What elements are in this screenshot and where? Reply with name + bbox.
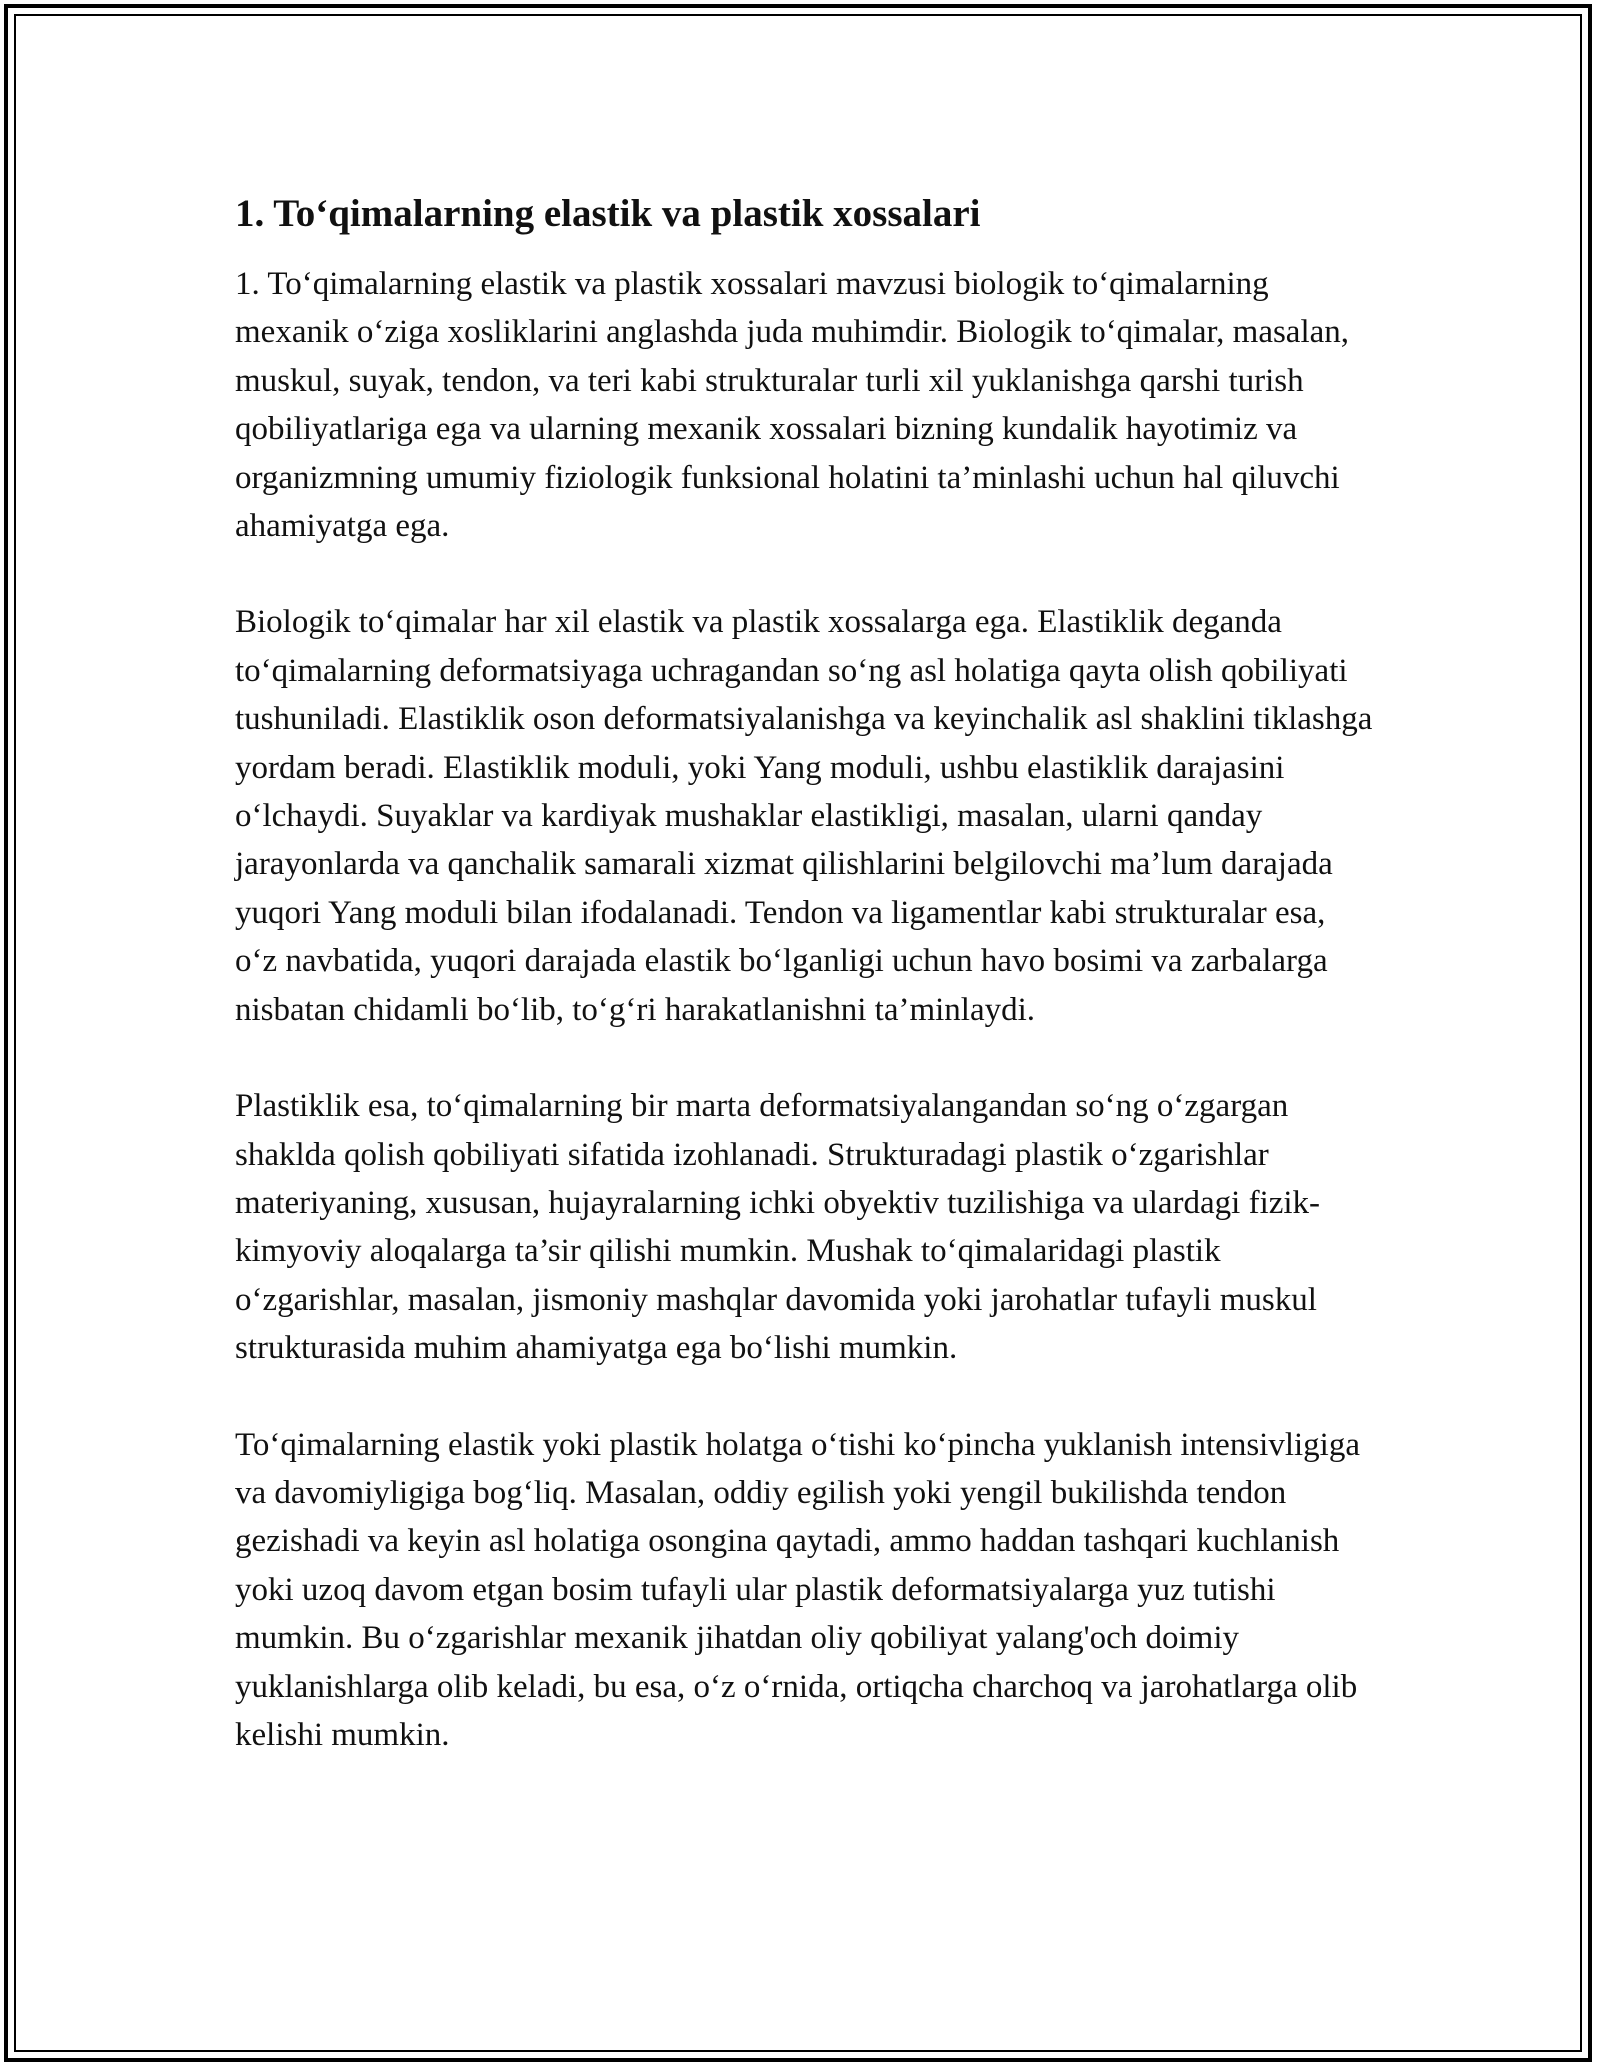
paragraph-2: Biologik to‘qimalar har xil elastik va plastik xossalarga ega. Elastiklik deganda to‘qimalarning deformatsiyaga uchragandan so‘ng asl holatiga qayta olish qobiliyati tushuniladi. Elastiklik oson deformatsiyalanishga va keyinchalik asl shaklini tiklashga yordam beradi. Elastiklik moduli, yoki Yang moduli, ushbu elastiklik darajasini o‘lchaydi. Suyaklar va kardiyak mushaklar elastikligi, masalan, ularni qanday jarayonlarda va qanchalik samarali xizmat qilishlarini belgilovchi ma’lum darajada yuqori Yang moduli bilan ifodalanadi. Tendon va ligamentlar kabi strukturalar esa, o‘z navbatida, yuqori darajada elastik bo‘lganligi uchun havo bosimi va zarbalarga nisbatan chidamli bo‘lib, to‘g‘ri harakatlanishni ta’minlaydi. — [235, 604, 1373, 1028]
paragraph-3: Plastiklik esa, to‘qimalarning bir marta deformatsiyalangandan so‘ng o‘zgargan shaklda qolish qobiliyati sifatida izohlanadi. Strukturadagi plastik o‘zgarishlar materiyaning, xususan, hujayralarning ichki obyektiv tuzilishiga va ulardagi fizik-kimyoviy aloqalarga ta’sir qilishi mumkin. Mushak to‘qimalaridagi plastik o‘zgarishlar, masalan, jismoniy mashqlar davomida yoki jarohatlar tufayli muskul strukturasida muhim ahamiyatga ega bo‘lishi mumkin. — [235, 1088, 1321, 1367]
paragraph-4: To‘qimalarning elastik yoki plastik holatga o‘tishi ko‘pincha yuklanish intensivligiga va davomiyligiga bog‘liq. Masalan, oddiy egilish yoki yengil bukilishda tendon gezishadi va keyin asl holatiga osongina qaytadi, ammo haddan tashqari kuchlanish yoki uzoq davom etgan bosim tufayli ular plastik deformatsiyalarga yuz tutishi mumkin. Bu o‘zgarishlar mexanik jihatdan oliy qobiliyat yalang'och doimiy yuklanishlarga olib keladi, bu esa, o‘z o‘rnida, ortiqcha charchoq va jarohatlarga olib kelishi mumkin. — [235, 1426, 1360, 1753]
document-body — [235, 186, 1375, 1807]
paragraph-1: 1. To‘qimalarning elastik va plastik xossalari mavzusi biologik to‘qimalarning mexanik o‘ziga xosliklarini anglashda juda muhimdir. Biologik to‘qimalar, masalan, muskul, suyak, tendon, va teri kabi strukturalar turli xil yuklanishga qarshi turish qobiliyatlariga ega va ularning mexanik xossalari bizning kundalik hayotimiz va organizmning umumiy fiziologik funksional holatini ta’minlashi uchun hal qiluvchi ahamiyatga ega. — [235, 266, 1350, 545]
section-heading: 1. To‘qimalarning elastik va plastik xossalari — [235, 192, 981, 235]
